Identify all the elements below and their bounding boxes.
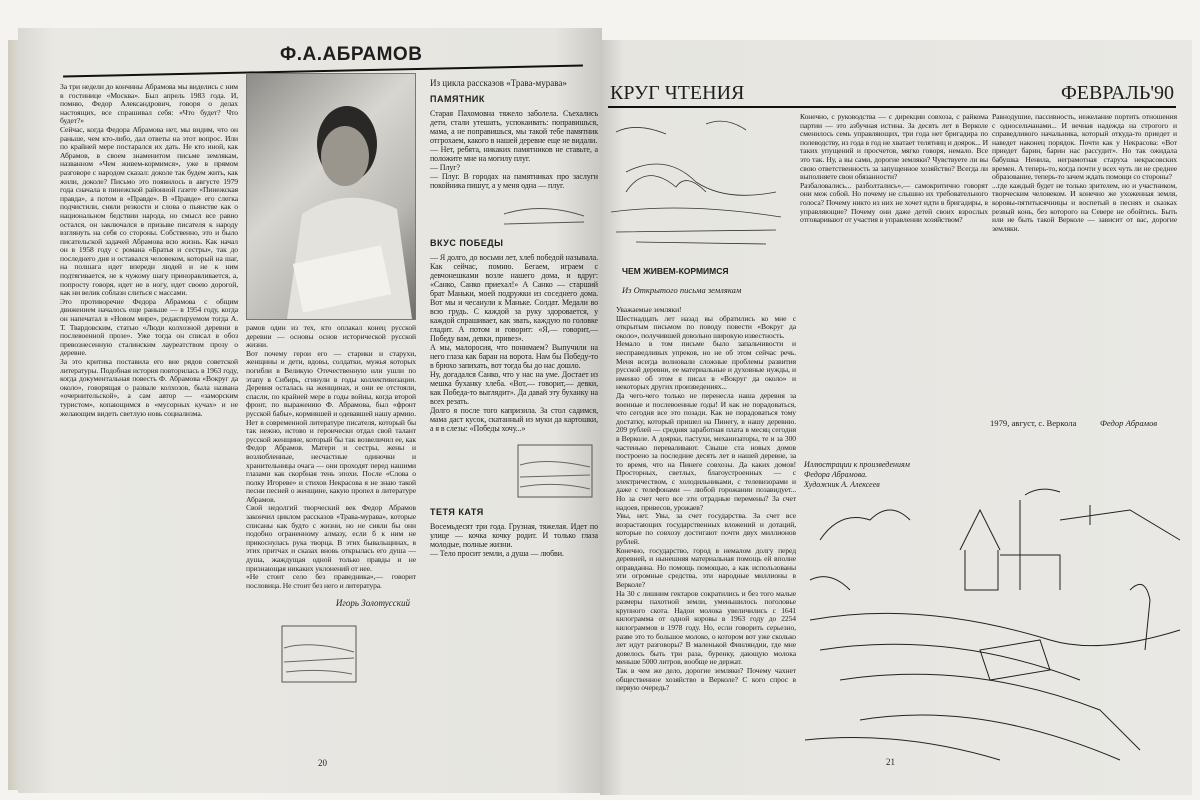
paragraph: Долго я после того капризила. За стол садимся, мама даст кусок, скатанный из муки да картошки, а я в слезы: «Победы хочу...»: [430, 406, 598, 433]
intro-column: [60, 83, 238, 418]
credit-line: Федора Абрамова.: [804, 470, 868, 479]
paragraph: Сейчас, когда Федора Абрамова нет, мы видим, что он раньше, чем кто-либо, дал ответы на этот вопрос. Или по крайней мере постарался их дать. Не кто иной, как Абрамов, в своем знаменитом письме землякам, названном «Чем живем-кормимся», уже в прямом разговоре с народом сказал: доколе так будем жить, как жили, доколе? Письмо это появилось в августе 1979 года сначала в пинежской районной газете «Пинежская правда», а потом в «Правде». В «Правде» его слегка подчистили, сняли резкости и слова о пьянстве как о национальном бедствии народа, но смысл все равно остался, он заключался в призыве писателя к народу взглянуть на себя со стороны. Собственно, это и было писательской задачей Абрамова всю жизнь. Как начал он в 1958 году с романа «Братья и сестры», так до последнего дня и оставался человеком, который на шаг, на полшага идет впереди людей и не к ним подтягивается, не к чужому шагу приноравливается, а, попросту говоря, идет не в ногу, идет своею дорогой, как ни велик соблазн слиться с массами.: [60, 124, 238, 298]
dateline: 1979, август, с. Веркола: [990, 418, 1077, 428]
story-tetya-katya-text: [430, 522, 598, 558]
paragraph: Равнодушие, пассивность, нежелание портить отношения с односельчанами... И вечная надежда на строгого и справедливого начальника, который откуда-то приедет и наведет наконец порядок. Почти как у Некрасова: «Вот приедет барин, барин нас рассудит». Но так ожидала бабушка Ненила, неграмотная старуха некрасовских времен. А теперь-то, когда почти у всех чуть ли не среднее образование, теперь-то зачем ждать помощи со стороны?: [992, 112, 1177, 182]
paragraph: Старая Пахомовна тяжело заболела. Съехались дети, стали утешать, успокаивать: поправишься, мама, а не поправишься, мы такой тебе памятник отгрохаем, какого в нашей деревне еще не видали.: [430, 109, 598, 145]
paragraph: Разбаловались... разболтались»,— самокритично говорят они меж собой. Но почему не слышно их требовательного голоса? Почему никто из них не хочет идти в бригадиры, в управляющие? Почему они даже детей своих взрослых отговаривают от участия в управлении хозяйством?: [800, 180, 988, 225]
paragraph: Вот почему герои его — старики и старухи, женщины и дети, вдовы, солдатки, мужья которых погибли в Великую Отечественную или ушли по этапу в Сибирь, сгинули в годы коллективизации. Деревня осталась на женщинах, и они ее отстояли, спасли, по крайней мере в годы войны, когда второй фронт, по выражению Ф. Абрамова, был «фронт русской бабы», кормившей и одевавшей нашу армию. Нет в современной литературе писателя, который бы так нежно, истово и героически отдал свой талант русской женщине, который бы так возвеличил ее, как Федор Абрамов. Матери и сестры, жены и возлюбленные, несчастные одиночки и хранительницы очага — они проходят перед нашими глазами как скорбная тень эпохи. После «Слова о полку Игореве» и стихов Некрасова я не знаю такой песни песней о женщине, какую пропел в литературе Абрамов.: [246, 348, 416, 504]
letter-column-2: [800, 113, 988, 225]
story-vkus-pobedy-text: [430, 253, 598, 433]
paragraph: — Я долго, до восьми лет, хлеб победой называла. Как сейчас, помню. Бегаем, играем с девчонешками возле нашего дома, и вдруг: «Санко, Санко приехал!» А Санко — старший брат Маньки, моей подружки из соседнего дома. Вот мы и чесанули к Маньке. Солдат. Медали во всю грудь. С каждой за руку здоровается, у каждой спрашивает, как звать, каждую по головке гладит. А потом и говорит: «Я,— говорит,— Победу вам, девки, привез».: [430, 253, 598, 343]
story-title-pamyatnik: ПАМЯТНИК: [430, 94, 485, 104]
article-title: ЧЕМ ЖИВЕМ-КОРМИМСЯ: [622, 266, 729, 276]
author-portrait-image: [247, 74, 415, 319]
section-title: КРУГ ЧТЕНИЯ: [610, 82, 745, 104]
cycle-heading: Из цикла рассказов «Трава-мурава»: [430, 78, 567, 88]
letter-column-3: [992, 113, 1177, 233]
credit-line: Иллюстрации к произведениям: [804, 460, 910, 469]
essay-signature: Игорь Золотусский: [335, 598, 410, 609]
essay-column: [246, 324, 416, 590]
village-drawing: [800, 480, 1192, 770]
paragraph: А мы, малоросия, что понимаем? Выпучили на него глаза как баран на ворота. Нам бы Победу-то в брюхо запихать, вот тогда бы до нас дошло.: [430, 343, 598, 370]
paragraph: Уважаемые земляки!: [616, 305, 682, 314]
paragraph: За это критика поставила его вне рядов советской литературы. Подобная история повторилась в 1963 году, когда документальная повесть Ф. Абрамова «Вокруг да около», говорящая о развале колхозов, была названа «очернительской», а сам автор — «заморским туристом», копающимся в «мусорных кучах» и не желающим видеть светлую новь социализма.: [60, 357, 238, 418]
page-number: 20: [318, 758, 327, 768]
header-rule: [608, 106, 1176, 108]
author-signature: Федор Абрамов: [1100, 418, 1158, 428]
page-title: Ф.А.АБРАМОВ: [280, 44, 423, 65]
paragraph: Это противоречие Федора Абрамова с общим движением началось еще раньше — в 1954 году, когда он напечатал в «Новом мире», редактируемом тогда А. Т. Твардовским, статью «Люди колхозной деревни в послевоенной прозе». Уже тогда он списал в обоз превознесенную сталинским лауреатством прозу о деревне.: [60, 296, 238, 358]
paragraph: Немало в том письме было запальчивости и несправедливых упреков, но не об этом сейчас речь. Меня всегда волновали сложные проблемы развития русской деревни, ее материальные и духовные нужды, и именно об этом я писал в «Вокруг да около» и некоторых других произведениях...: [616, 339, 796, 392]
paragraph: За три недели до кончины Абрамова мы виделись с ним в гостинице «Москва». Был апрель 1983 года. И, помню, Федор Александрович, говоря о делах настоящих, все спрашивал себя: «Что будет? Что будет?»: [60, 82, 238, 126]
stories-column: [430, 78, 598, 558]
author-photo: [246, 73, 416, 320]
paragraph: рамов один из тех, кто оплакал конец русской деревни — основы основ исторической русской жизни.: [246, 323, 416, 350]
right-page: [600, 40, 1192, 795]
page-number: 21: [886, 757, 895, 767]
letter-column-1: [616, 306, 796, 693]
story-title-tetya-katya: ТЕТЯ КАТЯ: [430, 507, 484, 517]
paragraph: На 30 с лишним гектаров сократились и без того малые размеры пахотной земли, уменьшилось поголовье крупного скота. Надои молока увеличились с 1641 килограмма от одной коровы в 1963 году до 2254 килограммов в 1978 году. Но, если говорить серьезно, разве это то большое молоко, о котором вот уже сколько лет идут разговоры? В маленькой Финляндии, где мне довелось быть три раза, буренку, дающую молока меньше 5000 литров, вообще не держат.: [616, 588, 796, 667]
story-title-vkus-pobedy: ВКУС ПОБЕДЫ: [430, 238, 504, 248]
paragraph: Увы, нет. Увы, за счет государства. За счет все возрастающих государственных вложений и дотаций, которые по совхозу достигают почти двух миллионов рублей.: [616, 511, 796, 547]
essay-block: [246, 324, 416, 688]
issue-label: ФЕВРАЛЬ'90: [1060, 82, 1174, 104]
credit-line: Художник А. Алексеев: [804, 480, 880, 489]
paragraph: Конечно, государство, город в немалом долгу перед деревней, и нынешняя материальная помощь ей вполне оправданна. Но помощь помощью, а как использованы эти огромные средства, эти народные миллионы в Верколе?: [616, 545, 796, 589]
left-page: [18, 28, 602, 793]
paragraph: Да чего-чего только не перенесла наша деревня за военные и послевоенные годы! И как не порадоваться, что сегодня все это позади. Как не порадоваться тому достатку, который пришел на Пинегу, в нашу деревню. 209 рублей — средняя заработная плата в месяц сегодня в Верколе. А доярки, пастухи, механизаторы, те и за 300 частенько переваливают. Свыше ста новых домов построено за последние десять лет в нашей деревне, за то время, что на Пинеге совхозы. Да каких домов! Просторных, светлых, благоустроенных — с электричеством, с холодильниками, с телевизорами и даже с телефонами — любой горожанин позавидует... Но за счет чего все эти отрадные перемены? За счет надоев, привесов, урожаев?: [616, 390, 796, 512]
paragraph: Так в чем же дело, дорогие земляки? Почему чахнет общественное хозяйство в Верколе? С кого спрос в первую очередь?: [616, 665, 796, 693]
paragraph: — Плуг. В городах на памятниках про заслуги покойника пишут, а у меня одна — плуг.: [430, 172, 598, 190]
story-pamyatnik-text: [430, 109, 598, 190]
story-sketch: [516, 441, 596, 501]
paragraph: — Тело просит земли, а душа — любви.: [430, 549, 564, 558]
paragraph: Свой недолгий творческий век Федор Абрамов закончил циклом рассказов «Трава-мурава», которые списаны как будто с жизни, но не сияли бы они подобно ограненному алмазу, если б к ним не прикоснулась рука творца. В этих бывальщинах, в этих притчах и сказах вновь открылась его душа — душа, жаждущая одной только правды и не признающая никаких уклонений от нее.: [246, 503, 416, 573]
landscape-sketch: [280, 618, 362, 688]
paragraph: — Нет, ребята, никаких памятников не ставьте, а положите мне на могилу плуг.: [430, 145, 598, 163]
paragraph: Ну, догадался Санко, что у нас на уме. Достает из мешка буханку хлеба. «Вот,— говорит,— девки, как Победа-то выглядит». Да давай эту буханку на всех резать.: [430, 370, 598, 406]
paragraph: ...где каждый будет не только зрителем, но и участником, творческим человеком. И конечно же ухоженная земля, коровы-пятитысячницы и воспетый в песнях и сказках резвый конь, без которого на Севере не обойтись. Быть или не быть такой Верколе — зависит от вас, дорогие земляки.: [992, 180, 1177, 233]
paragraph: Конечно, с руководства — с дирекции совхоза, с райкома партии — это азбучная истина. За десять лет в Верколе сменилось семь управляющих, три года нет бригадира по полеводству, из года в год не хватает телятниц и доярок... И таких упущений и просчетов, мягко говоря, немало. Все это так. Ну, а вы сами, дорогие земляки? Чувствуете ли вы свою ответственность за запущенное хозяйство? Всегда ли выполняете свои обязанности?: [800, 112, 988, 182]
article-subtitle: Из Открытого письма землякам: [622, 285, 742, 295]
paragraph: Шестнадцать лет назад вы обратились ко мне с открытым письмом по поводу повести «Вокруг да около», получившей довольно широкую известность.: [616, 313, 796, 340]
story-sketch: [502, 196, 587, 232]
paragraph: Восемьдесят три года. Грузная, тяжелая. Идет по улице — кочка кочку родит. И только глаза молодые, полные жизни.: [430, 522, 598, 549]
paragraph: «Не стоит село без праведника»,— говорит пословица. Не стоит без него и литература.: [246, 572, 416, 590]
paragraph: — Плуг?: [430, 163, 460, 172]
river-sketch: [606, 112, 786, 252]
